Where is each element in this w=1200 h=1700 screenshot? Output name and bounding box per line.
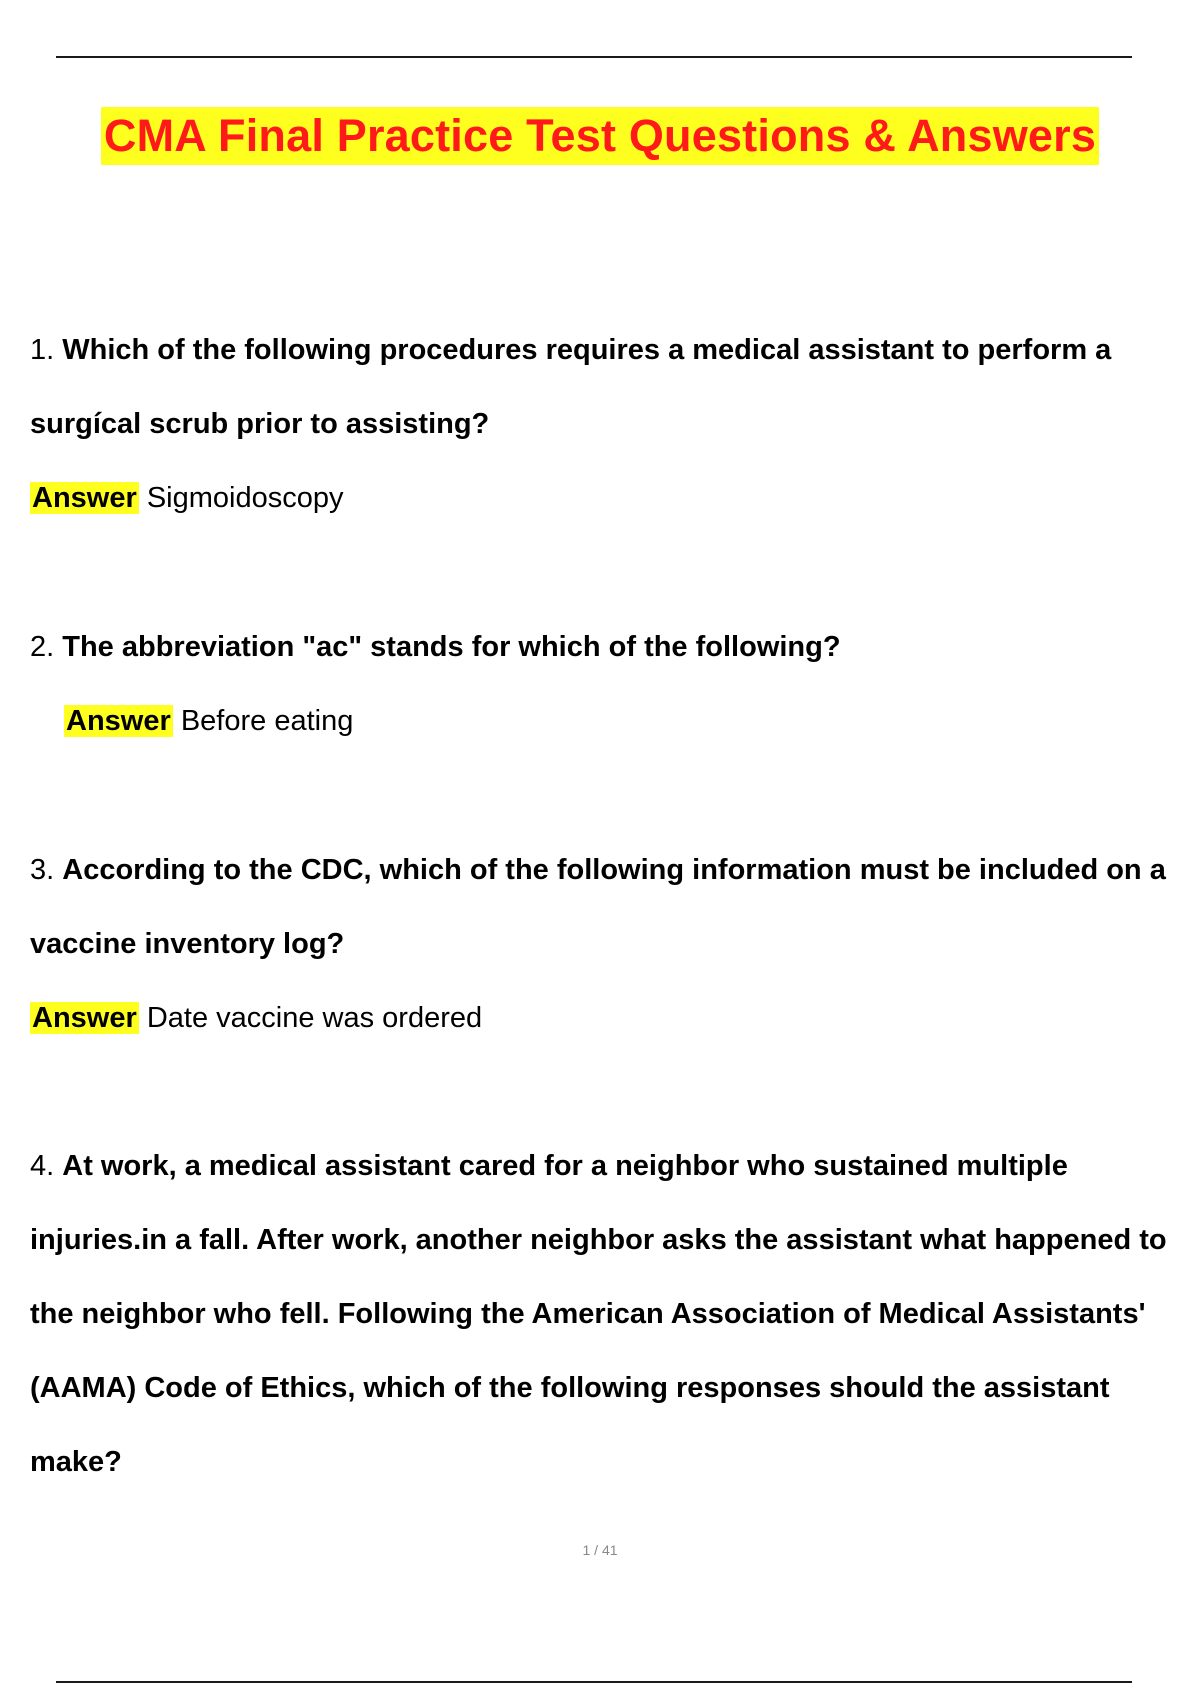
answer-2 [30,684,1190,758]
question-4 [30,1129,1190,1499]
answer-text: Date vaccine was ordered [146,1002,483,1034]
answer-1 [30,461,1190,535]
answer-text: Sigmoidoscopy [146,482,344,514]
top-rule [56,56,1132,58]
answer-text: Before eating [180,705,354,737]
question-text: At work, a medical assistant cared for a neighbor who sustained multiple injuries.in a fall. After work, another neighbor asks the assistant what happened to the neighbor who fell. Following the American Association of Medical Assistants' (AAMA) Code of Ethics, which of the following responses should the assistant make? [30,1150,1167,1478]
answer-label: Answer [32,482,137,514]
answer-label: Answer [32,1002,137,1034]
question-number: 1. [30,334,55,366]
question-number: 2. [30,631,55,663]
bottom-rule [56,1681,1132,1683]
question-number: 3. [30,854,55,886]
question-block-4 [30,1129,1190,1499]
title-container [0,107,1200,165]
question-1 [30,313,1190,461]
question-block-1 [30,313,1190,535]
question-3 [30,833,1190,981]
answer-3 [30,981,1190,1055]
question-2 [30,610,1190,684]
question-block-3 [30,833,1190,1055]
question-text: The abbreviation "ac" stands for which of the following? [62,631,841,663]
question-text: According to the CDC, which of the following information must be included on a vaccine inventory log? [30,854,1166,960]
question-block-2 [30,610,1190,758]
question-number: 4. [30,1150,55,1182]
question-text: Which of the following procedures requires a medical assistant to perform a surgícal scrub prior to assisting? [30,334,1112,440]
answer-label: Answer [66,705,171,737]
document-title: CMA Final Practice Test Questions & Answers [101,107,1099,165]
page-number: 1 / 41 [582,1542,618,1558]
